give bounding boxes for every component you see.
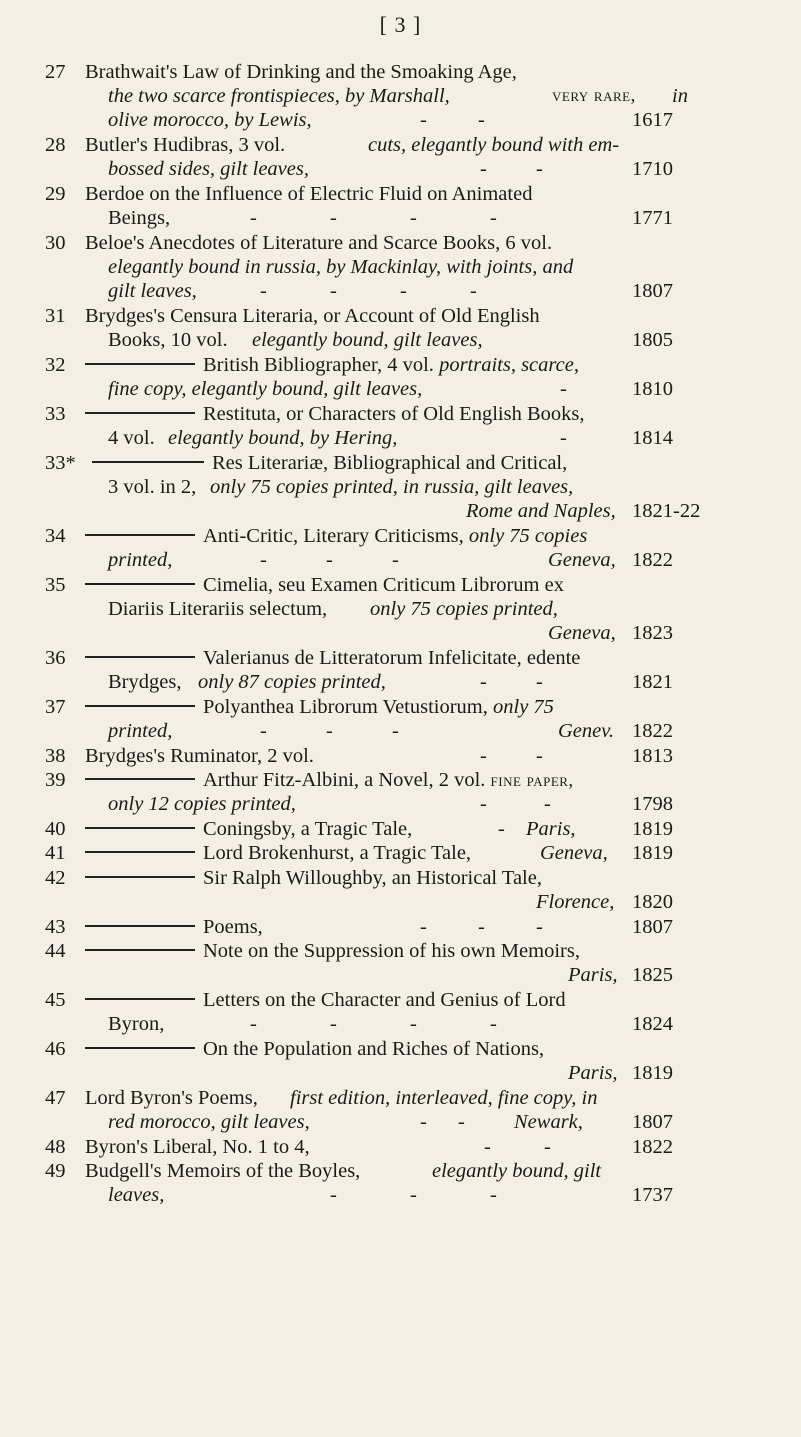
entry-number: 45 <box>45 989 66 1011</box>
entry-desc: elegantly bound, by Hering, <box>168 427 398 449</box>
entry-desc: only 12 copies printed, <box>108 793 296 815</box>
entry-number: 33 <box>45 403 66 425</box>
entry-place: Florence, <box>536 891 615 913</box>
entry-place: Newark, <box>514 1111 583 1133</box>
entry-year: 1771 <box>632 207 673 229</box>
entry-year: 1814 <box>632 427 673 449</box>
entry-year: 1824 <box>632 1013 673 1035</box>
ditto-rule <box>85 778 195 780</box>
entry-year: 1807 <box>632 280 673 302</box>
entry-title: Poems, <box>203 916 263 938</box>
entry-year: 1813 <box>632 745 673 767</box>
entry-desc: only 87 copies printed, <box>198 671 386 693</box>
entry-year: 1617 <box>632 109 673 131</box>
entry-title: Coningsby, a Tragic Tale, <box>203 818 413 840</box>
entry-number: 37 <box>45 696 66 718</box>
entry-number: 27 <box>45 61 66 83</box>
entry-title: Valerianus de Litteratorum Infelicitate, edente <box>203 647 581 669</box>
entry-title-cont: Brydges, <box>108 671 182 693</box>
entry-place: Paris, <box>568 964 618 986</box>
entry-desc: in <box>672 85 688 107</box>
entry-desc: gilt leaves, <box>108 280 197 302</box>
entry-desc: only 75 copies printed, in russia, gilt leaves, <box>210 476 574 498</box>
entry-title-cont: Beings, <box>108 207 171 229</box>
entry-year: 1819 <box>632 842 673 864</box>
entry-number: 43 <box>45 916 66 938</box>
entry-title: Lord Brokenhurst, a Tragic Tale, <box>203 842 472 864</box>
ditto-rule <box>85 363 195 365</box>
entry-title: Lord Byron's Poems, <box>85 1087 258 1109</box>
entry-year: 1822 <box>632 549 673 571</box>
entry-desc: the two scarce frontispieces, by Marshall, <box>108 85 450 107</box>
entry-desc: red morocco, gilt leaves, <box>108 1111 310 1133</box>
entry-number: 36 <box>45 647 66 669</box>
entry-number: 41 <box>45 842 66 864</box>
entry-number: 46 <box>45 1038 66 1060</box>
entry-year: 1819 <box>632 1062 673 1084</box>
entry-number: 35 <box>45 574 66 596</box>
entry-year: 1710 <box>632 158 673 180</box>
entry-year: 1798 <box>632 793 673 815</box>
entry-desc: olive morocco, by Lewis, <box>108 109 312 131</box>
ditto-rule <box>85 851 195 853</box>
entry-desc: elegantly bound, gilt leaves, <box>252 329 483 351</box>
entry-desc: cuts, elegantly bound with em- <box>368 134 620 156</box>
entry-place: Paris, <box>568 1062 618 1084</box>
ditto-rule <box>85 705 195 707</box>
entry-year: 1823 <box>632 622 673 644</box>
entry-title: Cimelia, seu Examen Criticum Librorum ex <box>203 574 564 596</box>
entry-number: 29 <box>45 183 66 205</box>
entry-number: 48 <box>45 1136 66 1158</box>
entry-desc: portraits, scarce, <box>439 354 579 376</box>
entry-title: British Bibliographer, 4 vol. <box>203 354 434 376</box>
ditto-rule <box>85 827 195 829</box>
entry-number: 32 <box>45 354 66 376</box>
ditto-rule <box>85 876 195 878</box>
entry-number: 49 <box>45 1160 66 1182</box>
entry-title: Byron's Liberal, No. 1 to 4, <box>85 1136 310 1158</box>
entry-title: Res Literariæ, Bibliographical and Critical, <box>212 452 568 474</box>
entry-desc: printed, <box>108 549 173 571</box>
entry-year: 1822 <box>632 720 673 742</box>
entry-desc: first edition, interleaved, fine copy, in <box>290 1087 598 1109</box>
ditto-rule <box>85 949 195 951</box>
entry-year: 1737 <box>632 1184 673 1206</box>
entry-title: Butler's Hudibras, 3 vol. <box>85 134 286 156</box>
entry-number: 38 <box>45 745 66 767</box>
ditto-rule <box>85 412 195 414</box>
entry-number: 30 <box>45 232 66 254</box>
entry-title: Restituta, or Characters of Old English Books, <box>203 403 585 425</box>
entry-title: Brathwait's Law of Drinking and the Smoaking Age, <box>85 61 517 83</box>
entry-number: 47 <box>45 1087 66 1109</box>
entry-title-cont: Books, 10 vol. <box>108 329 228 351</box>
entry-title: Beloe's Anecdotes of Literature and Scarce Books, 6 vol. <box>85 232 553 254</box>
entry-title: On the Population and Riches of Nations, <box>203 1038 545 1060</box>
entry-desc: elegantly bound in russia, by Mackinlay, with joints, and <box>108 256 574 278</box>
entry-year: 1822 <box>632 1136 673 1158</box>
page-number: [ 3 ] <box>379 12 422 37</box>
entry-year: 1820 <box>632 891 673 913</box>
entry-number: 40 <box>45 818 66 840</box>
entry-year: 1805 <box>632 329 673 351</box>
entry-year: 1821 <box>632 671 673 693</box>
entry-title: Brydges's Ruminator, 2 vol. <box>85 745 314 767</box>
entry-title-cont: Diariis Literariis selectum, <box>108 598 328 620</box>
entry-place: Genev. <box>558 720 614 742</box>
ditto-rule <box>85 656 195 658</box>
rarity-note: very rare, <box>552 85 636 106</box>
entry-place: Rome and Naples, <box>466 500 616 522</box>
entry-number: 44 <box>45 940 66 962</box>
entry-place: Geneva, <box>540 842 608 864</box>
entry-desc: only 75 copies printed, <box>370 598 558 620</box>
entry-desc: only 75 copies <box>468 525 588 547</box>
entry-title: Note on the Suppression of his own Memoirs, <box>203 940 580 962</box>
entry-title: Sir Ralph Willoughby, an Historical Tale, <box>203 867 542 889</box>
entry-number: 39 <box>45 769 66 791</box>
entry-year: 1810 <box>632 378 673 400</box>
entry-desc: leaves, <box>108 1184 165 1206</box>
catalogue-page: [ 3 ] 27 Brathwait's Law of Drinking and the Smoaking Age, the two scarce frontispieces, by Marshall, very rare, in olive morocco, by Lewis, - - 1617 28 Butler's Hudibras, 3 vol. cuts, elegantly bound with em- bossed sides, gilt leaves, - - 1710 29 Berdoe on the Influence of Electric Fluid on Animated Beings, - - - - 1771 30 Beloe's Anecdotes of Literature and Scarce Books, 6 vol. elegantly bound in russia, by Mackinlay, with joints, and gilt leaves, - - - - 1807 31 Brydges's Censura Literaria, or Account of Old English Books, 10 vol. elegantly bound, gilt leaves, 1805 32 British Bibliographer, 4 vol. portraits, scarce, fine copy, elegantly bound, gilt leaves, - 1810 33 Restituta, or Characters of Old English Books, 4 vol. elegantly bound, by Hering, - 1814 33* Res Literariæ, Bibliographical and Critical, 3 vol. in 2, only 75 copies printed, in russia, gilt leaves, Rome and Naples, 1821-22 34 Anti-Critic, Literary Criticisms, only 75 copies printed, - - - Geneva, 1822 35 Cimelia, seu Examen Criticum Librorum ex Diariis Literariis selectum, only 75 copies printed, Geneva, 1823 36 Valerianus de Litteratorum Infelicitate, edente Brydges, only 87 copies printed, - - 1821 37 Polyanthea Librorum Vetustiorum, only 75 printed, - - - Genev. 1822 38 Brydges's Ruminator, 2 vol. - - 1813 39 Arthur Fitz-Albini, a Novel, 2 vol. fine paper, only 12 copies printed, - - 1798 40 Coningsby, a Tragic Tale, - Paris, 1819 41 Lord Brokenhurst, a Tragic Tale, Geneva, 1819 42 Sir Ralph Willoughby, an Historical Tale, Florence, 1820 43 Poems, - - - 1807 44 Note on the Suppression of his own Memoirs, Paris, 1825 45 Letters on the Character and Genius of Lord Byron, - - - - 1824 46 On the Population and Riches of Nations, Paris, 1819 47 Lord Byron's Poems, first edition, interleaved, fine copy, in red morocco, gilt leaves, - - Newark, 1807 48 Byron's Liberal, No. 1 to 4, - - 1822 49 Budgell's Memoirs of the Boyles, elegantly bound, gilt leaves, - - - 1737 <box>0 0 801 1437</box>
ditto-rule <box>85 998 195 1000</box>
entry-desc: only 75 <box>493 696 554 718</box>
entry-place: Geneva, <box>548 622 616 644</box>
ditto-rule <box>85 1047 195 1049</box>
entry-title-cont: 4 vol. <box>108 427 155 449</box>
entry-title: Brydges's Censura Literaria, or Account of Old English <box>85 305 540 327</box>
entry-number: 31 <box>45 305 66 327</box>
entry-desc: elegantly bound, gilt <box>432 1160 602 1182</box>
entry-title: Polyanthea Librorum Vetustiorum, <box>203 696 488 718</box>
entry-year: 1819 <box>632 818 673 840</box>
entry-year: 1807 <box>632 916 673 938</box>
entry-number: 28 <box>45 134 66 156</box>
ditto-rule <box>85 925 195 927</box>
entry-title-cont: 3 vol. in 2, <box>108 476 197 498</box>
entry-year: 1821-22 <box>632 500 701 522</box>
ditto-rule <box>92 461 204 463</box>
entry-year: 1807 <box>632 1111 673 1133</box>
entry-title: Budgell's Memoirs of the Boyles, <box>85 1160 361 1182</box>
ditto-rule <box>85 534 195 536</box>
entry-year: 1825 <box>632 964 673 986</box>
entry-title: Letters on the Character and Genius of Lord <box>203 989 566 1011</box>
entry-title: Arthur Fitz-Albini, a Novel, 2 vol. <box>203 769 486 791</box>
entry-desc: fine copy, elegantly bound, gilt leaves, <box>108 378 423 400</box>
entry-title: Anti-Critic, Literary Criticisms, <box>203 525 464 547</box>
paper-note: fine paper, <box>490 770 574 791</box>
entry-desc: bossed sides, gilt leaves, <box>108 158 309 180</box>
entry-title: Berdoe on the Influence of Electric Fluid on Animated <box>85 183 533 205</box>
entry-number: 33* <box>45 452 76 474</box>
entry-number: 42 <box>45 867 66 889</box>
entry-place: Geneva, <box>548 549 616 571</box>
ditto-rule <box>85 583 195 585</box>
entry-number: 34 <box>45 525 66 547</box>
entry-place: Paris, <box>526 818 576 840</box>
entry-title-cont: Byron, <box>108 1013 165 1035</box>
entry-desc: printed, <box>108 720 173 742</box>
